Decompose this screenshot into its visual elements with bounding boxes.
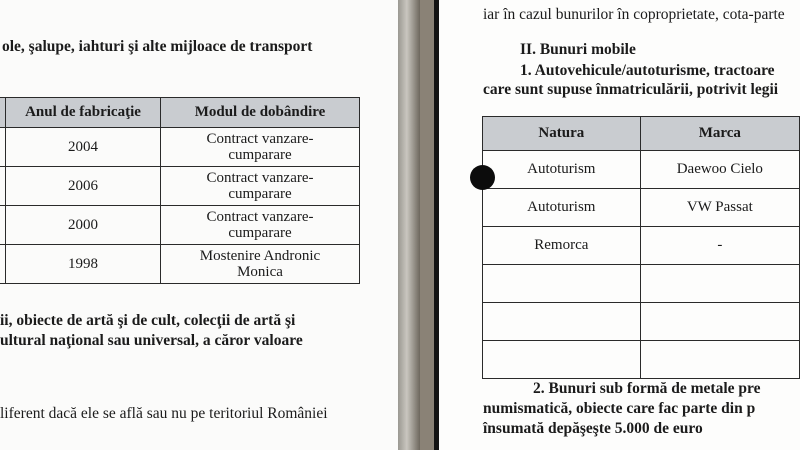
page-fold-shadow [398, 0, 420, 450]
cell-line: Mostenire Andronic [199, 248, 321, 264]
table-cell [161, 128, 360, 167]
table-cell: - [640, 227, 799, 265]
cell-line: cumparare [228, 225, 292, 241]
right-document-page [439, 0, 800, 450]
cell-line: Contract vanzare- [206, 170, 314, 186]
table-cell: Autoturism [483, 189, 641, 227]
table-cell [483, 265, 641, 303]
table-cell [483, 303, 641, 341]
table-cell: 2004 [6, 128, 161, 167]
section-title: II. Bunuri mobile [520, 41, 636, 58]
right-top-line: iar în cazul bunurilor în coproprietate, cota-parte [483, 6, 785, 23]
pointer-dot [470, 165, 495, 190]
table-cell: 2006 [6, 167, 161, 206]
table-row [0, 128, 360, 167]
cell-line: cumparare [228, 186, 292, 202]
table-row [483, 227, 800, 265]
table-cell [161, 206, 360, 245]
table-header-cell: Modul de dobândire [161, 98, 360, 128]
table-header-row [483, 117, 800, 151]
table-cell: Autoturism [483, 151, 641, 189]
table-cell [640, 303, 799, 341]
table-cell [640, 341, 799, 379]
scanner-gutter [420, 0, 434, 450]
table-cell: Daewoo Cielo [640, 151, 799, 189]
table-cell: VW Passat [640, 189, 799, 227]
item-heading-line: 2. Bunuri sub formă de metale pre [533, 380, 761, 397]
table-row [483, 265, 800, 303]
cell-line: Contract vanzare- [206, 209, 314, 225]
table-header-cell: Natura [483, 117, 641, 151]
table-cell: 1998 [6, 245, 161, 284]
item-heading-line: însumată depăşeşte 5.000 de euro [483, 420, 703, 437]
table-cell: 2000 [6, 206, 161, 245]
table-row [483, 341, 800, 379]
table-row [483, 189, 800, 227]
table-row [0, 167, 360, 206]
cell-line: cumparare [228, 147, 292, 163]
left-heading-line: ole, şalupe, iahturi şi alte mijloace de transport [2, 38, 313, 55]
vehicles-table [482, 116, 800, 379]
table-row [483, 303, 800, 341]
item-heading-line: numismatică, obiecte care fac parte din p [483, 400, 756, 417]
item-heading-line: care sunt supuse înmatriculării, potrivit legii [483, 81, 779, 98]
table-row [0, 206, 360, 245]
table-cell [483, 341, 641, 379]
table-header-row [0, 98, 360, 128]
table-header-cell: Anul de fabricaţie [6, 98, 161, 128]
table-cell [161, 167, 360, 206]
table-row [0, 245, 360, 284]
left-paragraph-line: liferent dacă ele se află sau nu pe teritoriul României [0, 405, 328, 422]
table-cell: Remorca [483, 227, 641, 265]
left-vehicle-table [0, 97, 360, 284]
cell-line: Contract vanzare- [206, 131, 314, 147]
table-cell [640, 265, 799, 303]
cell-line: Monica [237, 264, 283, 280]
table-row [483, 151, 800, 189]
table-header-cell: Marca [640, 117, 799, 151]
left-paragraph-line: ultural naţional sau universal, a căror valoare [0, 332, 303, 349]
item-heading-line: 1. Autovehicule/autoturisme, tractoare [520, 62, 775, 79]
table-cell [161, 245, 360, 284]
left-paragraph-line: ii, obiecte de artă şi de cult, colecţii de artă şi [0, 312, 296, 329]
